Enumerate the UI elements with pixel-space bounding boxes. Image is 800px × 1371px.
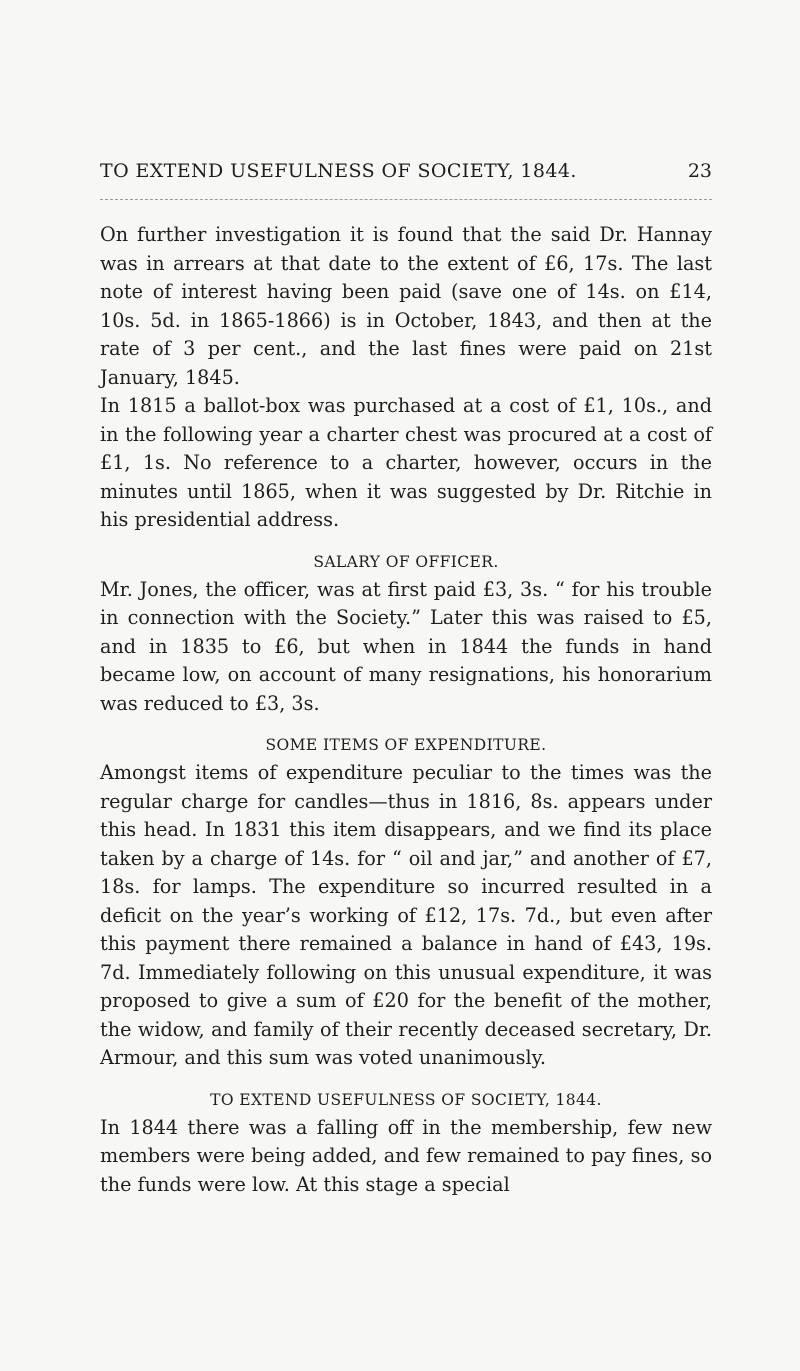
body-text (100, 221, 712, 1199)
running-head (100, 160, 712, 190)
header-rule (100, 199, 712, 200)
paragraph-expenditure: Amongst items of expenditure peculiar to the times was the regular charge for candles—thus in 1816, 8s. appears under this head. In 1831 this item disappears, and we find its place taken by a charge of 14s. for “ oil and jar,” and another of £7, 18s. for lamps. The expenditure so incurred resulted in a deficit on the year’s working of £12, 17s. 7d., but even after this payment there remained a balance in hand of £43, 19s. 7d. Immediately following on this unusual expenditure, it was proposed to give a sum of £20 for the benefit of the mother, the widow, and family of their recently deceased secretary, Dr. Armour, and this sum was voted unanimously. (100, 761, 712, 1069)
paragraph-officer-salary: Mr. Jones, the officer, was at first paid £3, 3s. “ for his trouble in connection with the Society.” Later this was raised to £5, and in 1835 to £6, but when in 1844 the funds in hand became low, on account of many resignations, his honorarium was reduced to £3, 3s. (100, 577, 712, 715)
running-title: TO EXTEND USEFULNESS OF SOCIETY, 1844. (100, 160, 577, 182)
paragraph-ballot-box: In 1815 a ballot-box was purchased at a cost of £1, 10s., and in the following year a charter chest was procured at a cost of £1, 1s. No reference to a charter, however, occurs in the minutes until 1865, when it was suggested by Dr. Ritchie in his presidential address. (100, 394, 712, 531)
page-number: 23 (687, 160, 712, 182)
section-heading-salary: SALARY OF OFFICER. (313, 552, 499, 571)
paragraph-membership: In 1844 there was a falling off in the membership, few new members were being added, and few remained to pay fines, so the funds were low. At this stage a special (100, 1115, 712, 1196)
paragraph-investigation: On further investigation it is found that the said Dr. Hannay was in arrears at that date to the extent of £6, 17s. The last note of interest having been paid (save one of 14s. on £14, 10s. 5d. in 1865-1866) is in October, 1843, and then at the rate of 3 per cent., and the last fines were paid on 21st January, 1845. (100, 223, 712, 389)
section-heading-expenditure: SOME ITEMS OF EXPENDITURE. (265, 736, 547, 754)
section-heading-extend-usefulness: TO EXTEND USEFULNESS OF SOCIETY, 1844. (210, 1090, 602, 1109)
